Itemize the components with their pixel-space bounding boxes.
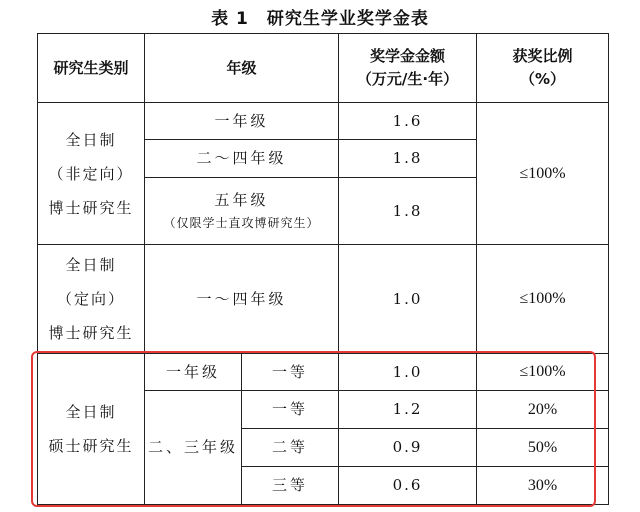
level-cell: 二等	[242, 429, 339, 467]
highlight-box	[31, 351, 596, 507]
grade-note: （仅限学士直攻博研究生）	[163, 215, 320, 230]
ratio-cell: ≤100%	[477, 354, 609, 391]
amount-cell: 0.6	[339, 467, 477, 505]
header-category: 研究生类别	[38, 34, 145, 103]
ratio-cell: ≤100%	[477, 103, 609, 245]
grade-cell: 二～四年级	[145, 140, 339, 178]
category-line: 全日制	[65, 130, 117, 149]
amount-cell: 1.0	[339, 245, 477, 354]
header-ratio-line2: （%）	[520, 70, 566, 88]
amount-cell: 1.2	[339, 391, 477, 429]
header-amount-line1: 奖学金金额	[370, 47, 446, 66]
level-cell: 一等	[242, 354, 339, 391]
grade-cell	[145, 178, 339, 245]
category-line: 硕士研究生	[48, 437, 134, 455]
table-row	[38, 245, 609, 354]
category-line: 博士研究生	[48, 198, 134, 217]
header-ratio-line1: 获奖比例	[512, 47, 573, 66]
table-title: 研究生学业奖学金表	[266, 9, 429, 29]
ratio-cell: 50%	[477, 429, 609, 467]
grade-cell: 一～四年级	[145, 245, 339, 354]
category-line: 全日制	[65, 403, 117, 421]
category-cell-phd-nondirected	[38, 103, 145, 245]
category-line: （定向）	[56, 290, 125, 308]
ratio-cell: 20%	[477, 391, 609, 429]
amount-cell: 1.6	[339, 103, 477, 140]
level-cell: 三等	[242, 467, 339, 505]
amount-cell: 1.8	[339, 140, 477, 178]
grade-cell: 二、三年级	[145, 391, 242, 505]
amount-cell: 1.0	[339, 354, 477, 391]
header-amount-line2: （万元/生·年）	[356, 70, 459, 88]
table-row	[38, 103, 609, 140]
table-number: 表 1	[211, 9, 249, 29]
category-line: 博士研究生	[48, 324, 134, 342]
category-line: 全日制	[65, 256, 117, 274]
grade-cell: 一年级	[145, 354, 242, 391]
level-cell: 一等	[242, 391, 339, 429]
header-ratio	[477, 34, 609, 103]
header-row	[38, 34, 609, 103]
grade-cell: 一年级	[145, 103, 339, 140]
amount-cell: 0.9	[339, 429, 477, 467]
category-line: （非定向）	[48, 164, 134, 183]
category-cell-phd-directed	[38, 245, 145, 354]
amount-cell: 1.8	[339, 178, 477, 245]
grade-label: 五年级	[214, 191, 269, 210]
header-grade: 年级	[145, 34, 339, 103]
ratio-cell: ≤100%	[477, 245, 609, 354]
header-amount	[339, 34, 477, 103]
table-caption	[0, 4, 640, 29]
ratio-cell: 30%	[477, 467, 609, 505]
